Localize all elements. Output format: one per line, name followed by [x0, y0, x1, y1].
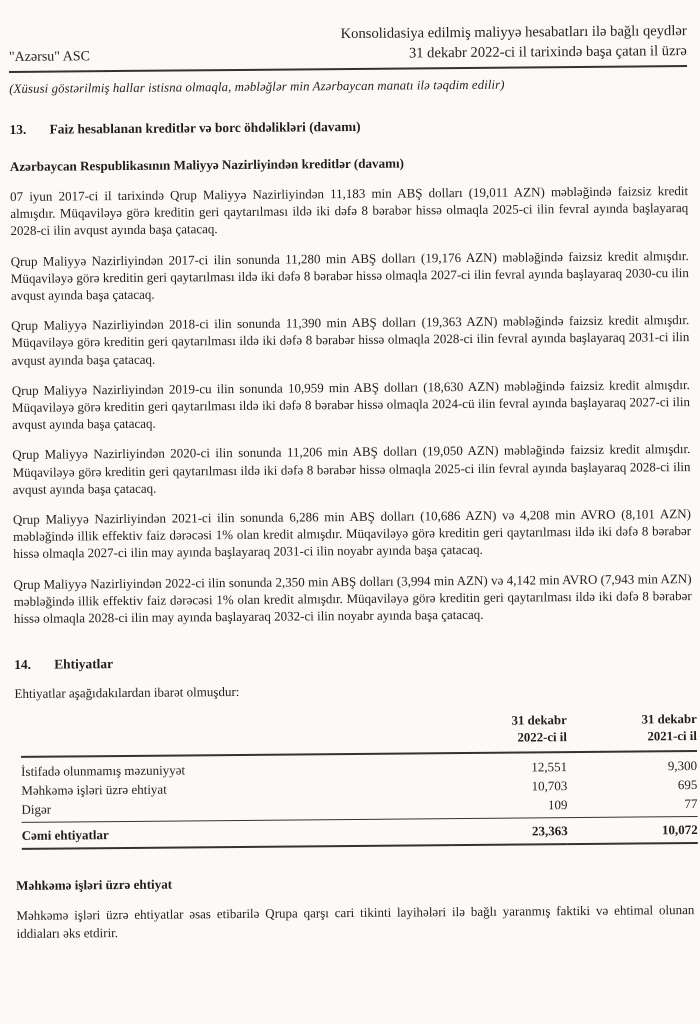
- section-13-number: 13.: [9, 121, 27, 137]
- row-value-2022: 10,703: [531, 778, 568, 794]
- section-14-number: 14.: [14, 657, 32, 673]
- units-note: (Xüsusi göstərilmiş hallar istisna olmaqla, məbləğlər min Azərbaycan manatı ilə təqdim edilir): [9, 77, 505, 96]
- section-13-subheading: Azərbaycan Respublikasının Maliyyə Nazirliyindən kreditlər (davamı): [9, 155, 405, 174]
- loan-paragraph-2017-june: 07 iyun 2017-ci il tarixində Qrup Maliyyə Nazirliyindən 11,183 min ABŞ dolları (19,011 AZN) məbləğində faizsiz kredit almışdır. Müqaviləyə görə kreditin geri qaytarılması ildə iki dəfə 8 bərabər hissə olmaqla 2025-ci ilin fevral ayında başlayaraq 2028-ci ilin avqust ayında başa çatacaq.: [10, 183, 689, 239]
- row-value-2022: 109: [451, 796, 567, 819]
- row-value-2021: 695: [677, 777, 698, 793]
- provisions-table-header-row: [21, 711, 697, 757]
- table-row-total: [22, 817, 698, 849]
- total-value-2022: 23,363: [452, 818, 568, 846]
- provisions-table: [21, 711, 698, 850]
- section-13-title: Faiz hesablanan kreditlər və borc öhdəlikləri (davamı): [49, 118, 361, 137]
- column-header-2021: 31 dekabr 2021-ci il: [567, 711, 697, 752]
- report-title-line2: 31 dekabr 2022-ci il tarixində başa çatan il üzrə: [408, 43, 687, 62]
- loan-paragraph-2022: Qrup Maliyyə Nazirliyindən 2022-ci ilin sonunda 2,350 min ABŞ dolları (3,994 min AZN) və 4,142 min AVRO (7,943 min AZN) məbləğində illik effektiv faiz dərəcəsi 1% olan kredit almışdır. Müqaviləyə görə kreditin geri qaytarılması ildə iki dəfə 8 bərabər hissə olmaqla 2028-ci ilin may ayında başlayaraq 2032-ci ilin noyabr ayında başa çatacaq.: [13, 570, 692, 627]
- court-provision-heading: Məhkəmə işləri üzrə ehtiyat: [16, 877, 173, 894]
- report-title-line1: Konsolidasiya edilmiş maliyyə hesabatları ilə bağlı qeydlər: [340, 23, 687, 43]
- report-title-block: [341, 21, 687, 64]
- row-value-2022: 12,551: [531, 759, 568, 775]
- company-name: "Azərsu" ASC: [8, 49, 91, 65]
- row-value-2021: 9,300: [667, 758, 698, 774]
- total-label: Cəmi ehtiyatlar: [22, 819, 452, 849]
- loan-paragraph-2017-end: Qrup Maliyyə Nazirliyindən 2017-ci ilin sonunda 11,280 min ABŞ dolları (19,176 AZN) məbləğində faizsiz kredit almışdır. Müqaviləyə görə kreditin geri qaytarılması ildə iki dəfə 8 bərabər hissə olmaqla 2027-ci ilin fevral ayında başlayaraq 2030-cu ilin avqust ayında başa çatacaq.: [10, 247, 689, 303]
- loan-paragraph-2021: Qrup Maliyyə Nazirliyindən 2021-ci ilin sonunda 6,286 min ABŞ dolları (10,686 AZN) və 4,208 min AVRO (8,101 AZN) məbləğində illik effektiv faiz dərəcəsi 1% olan kredit almışdır. Müqaviləyə görə kreditin geri qaytarılması ildə iki dəfə 8 bərabər hissə olmaqla 2027-ci ilin may ayında başlayaraq 2031-ci ilin noyabr ayında başa çatacaq.: [12, 506, 692, 562]
- court-provision-text: Məhkəmə işləri üzrə ehtiyatlar əsas etibarilə Qrupa qarşı cari tikinti layihələri ilə bağlı yaranmış faktiki və ehtimal olunan iddiaları əks etdirir.: [16, 902, 695, 941]
- header-empty-cell: [21, 714, 451, 758]
- row-value-2021: 77: [567, 795, 697, 818]
- loan-paragraph-2018: Qrup Maliyyə Nazirliyindən 2018-ci ilin sonunda 11,390 min ABŞ dolları (19,363 AZN) məbləğində faizsiz kredit almışdır. Müqaviləyə görə kreditin geri qaytarılması ildə iki dəfə 8 bərabər hissə olmaqla 2028-ci ilin fevral ayında başlayaraq 2031-ci ilin avqust ayında başa çatacaq.: [11, 312, 690, 368]
- section-13-heading: [9, 116, 687, 138]
- loan-paragraph-2019: Qrup Maliyyə Nazirliyindən 2019-cu ilin sonunda 10,959 min ABŞ dolları (18,630 AZN) məbləğində faizsiz kredit almışdır. Müqaviləyə görə kreditin geri qaytarılması ildə iki dəfə 8 bərabər hissə olmaqla 2024-cü ilin fevral ayında başlayaraq 2027-ci ilin avqust ayında başa çatacaq.: [11, 376, 691, 433]
- provisions-intro: Ehtiyatlar aşağıdakılardan ibarət olmuşdur:: [14, 684, 240, 702]
- row-label: Məhkəmə işləri üzrə ehtiyat: [21, 782, 167, 799]
- page-header: [9, 21, 687, 73]
- section-14-heading: [14, 651, 692, 673]
- row-label: Digər: [21, 797, 451, 823]
- row-label: İstifadə olunmamış məzuniyyət: [21, 762, 186, 780]
- section-14-title: Ehtiyatlar: [54, 656, 114, 672]
- loan-paragraph-2020: Qrup Maliyyə Nazirliyindən 2020-ci ilin sonunda 11,206 min ABŞ dolları (19,050 AZN) məbləğində faizsiz kredit almışdır. Müqaviləyə görə kreditin geri qaytarılması ildə iki dəfə 8 bərabər hissə olmaqla 2025-ci ilin fevral ayında başlayaraq 2028-ci ilin avqust ayında başa çatacaq.: [12, 441, 691, 497]
- total-value-2021: 10,072: [568, 817, 698, 845]
- column-header-2022: 31 dekabr 2022-ci il: [451, 713, 567, 754]
